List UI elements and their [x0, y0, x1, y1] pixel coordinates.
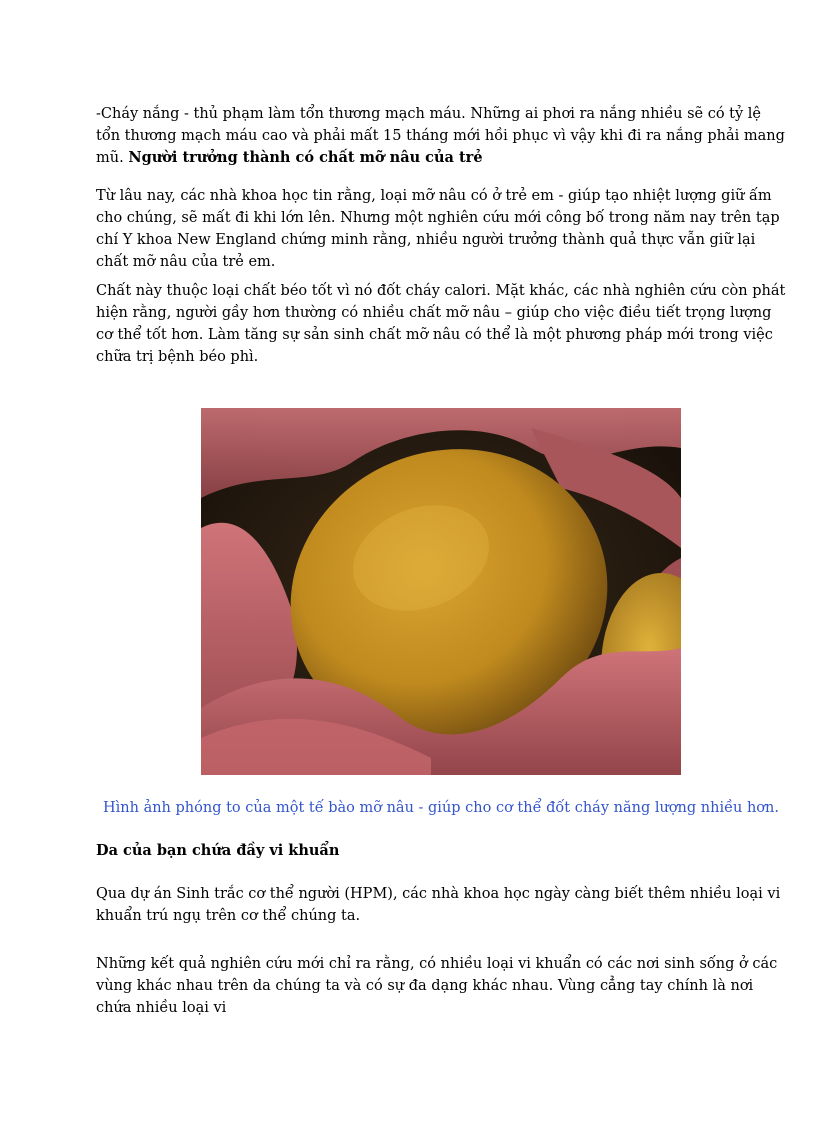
brown-fat-cell-image	[201, 408, 681, 775]
figure-caption: Hình ảnh phóng to của một tế bào mỡ nâu - giúp cho cơ thể đốt cháy năng lượng nhiều hơn.	[103, 800, 779, 816]
paragraph-sunburn	[96, 103, 786, 169]
paragraph-brown-fat-benefits: Chất này thuộc loại chất béo tốt vì nó đốt cháy calori. Mặt khác, các nhà nghiên cứu còn phát hiện rằng, người gầy hơn thường có nhiều chất mỡ nâu – giúp cho việc điều tiết trọng lượng cơ thể tốt hơn. Làm tăng sự sản sinh chất mỡ nâu có thể là một phương pháp mới trong việc chữa trị bệnh béo phì.	[96, 283, 786, 365]
paragraph-skin-bacteria-results: Những kết quả nghiên cứu mới chỉ ra rằng, có nhiều loại vi khuẩn có các nơi sinh sống ở các vùng khác nhau trên da chúng ta và có sự đa dạng khác nhau. Vùng cẳng tay chính là nơi chứa nhiều loại vi	[96, 956, 778, 1016]
heading-brown-fat: Người trưởng thành có chất mỡ nâu của trẻ	[128, 149, 483, 166]
brown-fat-cell-illustration	[201, 408, 681, 775]
heading-skin-bacteria: Da của bạn chứa đầy vi khuẩn	[96, 842, 340, 859]
paragraph-sunburn-text: -Cháy nắng - thủ phạm làm tổn thương mạch máu. Những ai phơi ra nắng nhiều sẽ có tỷ lệ tổn thương mạch máu cao và phải mất 15 tháng mới hồi phục vì vậy khi đi ra nắng phải mang mũ.	[96, 106, 785, 166]
paragraph-brown-fat-research: Từ lâu nay, các nhà khoa học tin rằng, loại mỡ nâu có ở trẻ em - giúp tạo nhiệt lượng giữ ấm cho chúng, sẽ mất đi khi lớn lên. Nhưng một nghiên cứu mới công bố trong năm nay trên tạp chí Y khoa New England chứng minh rằng, nhiều người trưởng thành quả thực vẫn giữ lại chất mỡ nâu của trẻ em.	[96, 188, 780, 270]
paragraph-hpm-project: Qua dự án Sinh trắc cơ thể người (HPM), các nhà khoa học ngày càng biết thêm nhiều loại vi khuẩn trú ngụ trên cơ thể chúng ta.	[96, 886, 781, 924]
